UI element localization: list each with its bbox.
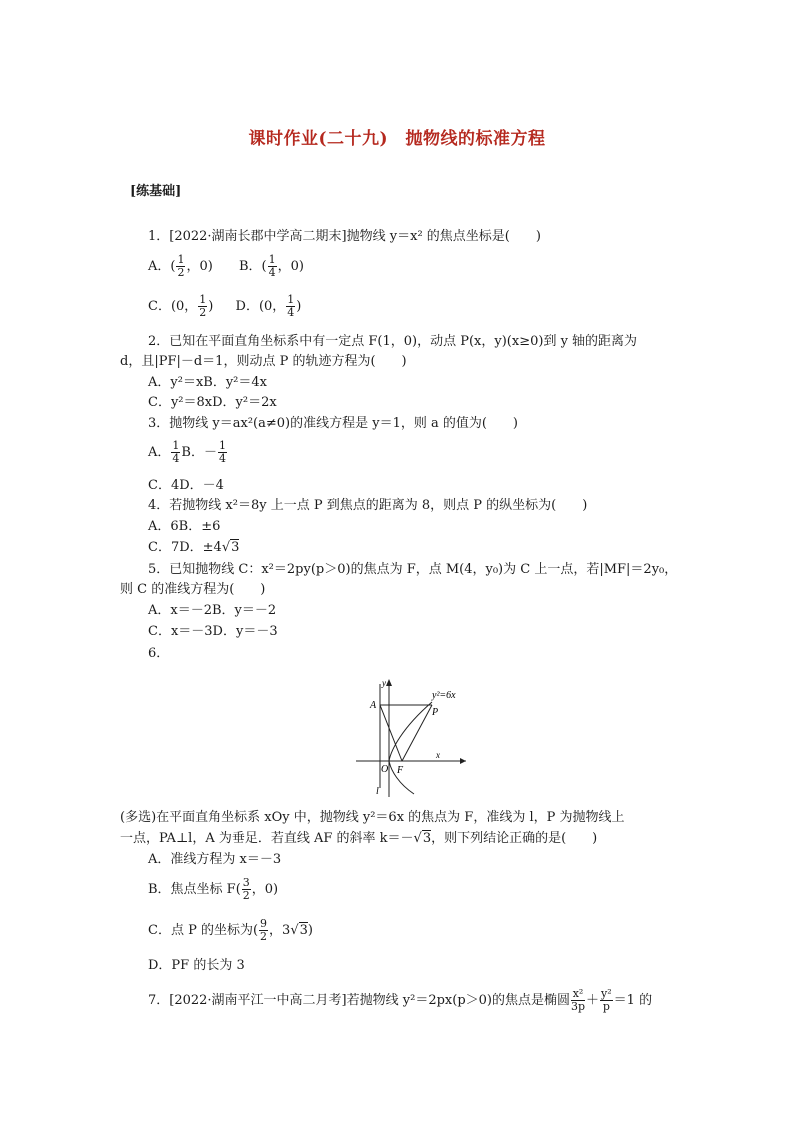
curve-label: y²=6x [432, 690, 456, 701]
question-6-stem-line1: (多选)在平面直角坐标系 xOy 中，抛物线 y²＝6x 的焦点为 F，准线为 l，P 为抛物线上 [120, 810, 625, 825]
question-1-options-cd: C．(0， $\frac{1}{2}$ ) D．(0， $\frac{1}{4}$ ) [148, 293, 302, 319]
point-p-label: P [432, 707, 439, 718]
y-axis-arrow [386, 679, 392, 686]
question-6-option-d: D．PF 的长为 3 [148, 958, 245, 973]
question-6-option-b: B．焦点坐标 F( $\frac{3}{2}$ ，0) [148, 876, 279, 902]
question-3-options-cd: C．4D．－4 [148, 478, 224, 493]
question-1-stem: 1．[2022·湖南长郡中学高二期末]抛物线 y＝x² 的焦点坐标是( ) [148, 229, 541, 244]
question-6-stem-line2: 一点，PA⊥l，A 为垂足．若直线 AF 的斜率 k＝－√3，则下列结论正确的是( ) [120, 831, 598, 846]
question-6-option-a: A．准线方程为 x＝－3 [148, 852, 282, 867]
question-5-stem-line1: 5．已知抛物线 C：x²＝2py(p＞0)的焦点为 F，点 M(4，y₀)为 C 上一点，若|MF|＝2y₀， [148, 562, 678, 577]
question-3-stem: 3．抛物线 y＝ax²(a≠0)的准线方程是 y＝1，则 a 的值为( ) [148, 416, 519, 431]
section-heading: [练基础] [130, 184, 182, 199]
x-axis-arrow [460, 758, 466, 764]
question-2-stem-line2: d，且|PF|－d＝1，则动点 P 的轨迹方程为( ) [120, 354, 407, 369]
question-5-options-cd: C．x＝－3D．y＝－3 [148, 624, 278, 639]
question-6-number: 6． [148, 646, 170, 661]
question-5-options-ab: A．x＝－2B．y＝－2 [148, 603, 277, 618]
question-2-stem-line1: 2．已知在平面直角坐标系中有一定点 F(1，0)，动点 P(x，y)(x≥0)到 y 轴的距离为 [148, 334, 638, 349]
question-7-stem: 7．[2022·湖南平江一中高二月考]若抛物线 y²＝2px(p＞0)的焦点是椭圆 $\frac{\text{x²}}{3p}$ ＋ $\frac{\text{y²}}{p}$ ＝1 的 [148, 987, 653, 1013]
question-3-options-ab: A． $\frac{1}{4}$ B．－ $\frac{1}{4}$ [148, 439, 226, 465]
page-title: 课时作业(二十九) 抛物线的标准方程 [248, 129, 546, 149]
question-5-stem-line2: 则 C 的准线方程为( ) [120, 582, 266, 597]
segment-pf [402, 705, 432, 761]
question-2-options-cd: C．y²＝8xD．y²＝2x [148, 395, 277, 410]
question-4-stem: 4．若抛物线 x²＝8y 上一点 P 到焦点的距离为 8，则点 P 的纵坐标为( ) [148, 498, 588, 513]
question-2-options-ab: A．y²＝xB．y²＝4x [148, 375, 267, 390]
point-a-label: A [370, 700, 377, 711]
x-axis-label: x [436, 750, 440, 760]
question-6-option-c: C．点 P 的坐标为( $\frac{9}{2}$ ，3√3) [148, 917, 313, 943]
question-4-options-ab: A．6B．±6 [148, 519, 221, 534]
question-4-options-cd: C．7D．±4√3 [148, 540, 240, 555]
origin-label: O [381, 764, 389, 775]
parabola-upper [389, 702, 432, 761]
directrix-label: l [376, 786, 379, 797]
point-f-label: F [397, 765, 404, 776]
parabola-figure [354, 676, 474, 798]
y-axis-label: y [382, 678, 386, 688]
question-1-options-ab: A．( $\frac{1}{2}$ ，0) B．( $\frac{1}{4}$ ，0) [148, 253, 304, 279]
